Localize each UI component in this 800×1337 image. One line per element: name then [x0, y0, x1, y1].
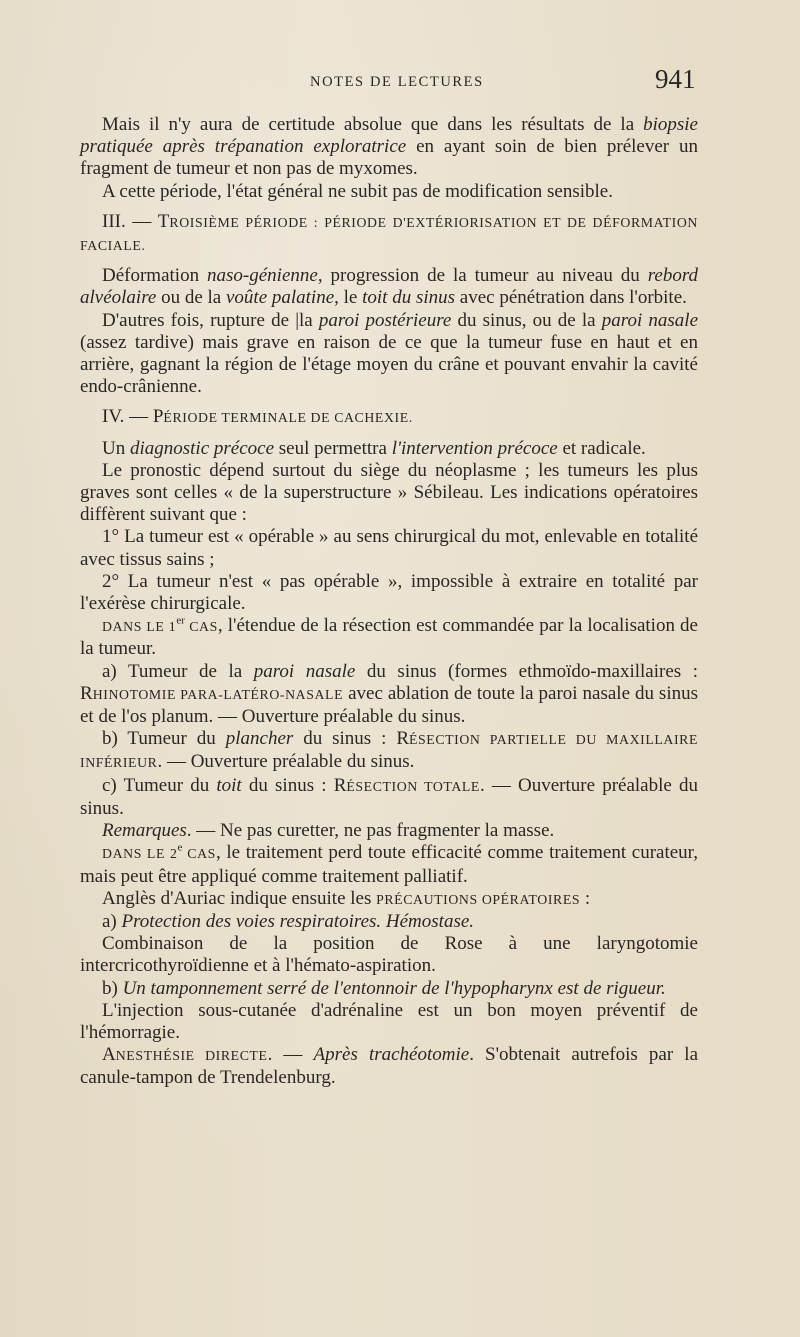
paragraph-protection [80, 911, 698, 933]
small-caps-run: CAS [184, 619, 218, 635]
paragraph-biopsy [80, 114, 698, 181]
running-title: NOTES DE LECTURES [310, 74, 484, 90]
text-run: . — Ne pas curetter, ne pas fragmenter la masse. [186, 820, 555, 842]
italic-run: plancher [225, 728, 294, 750]
small-caps-run: DANS LE 1 [102, 619, 177, 635]
small-caps-run: CAS [182, 846, 216, 862]
section-heading-iv [80, 406, 698, 429]
paragraph-deformation [80, 265, 698, 309]
heading-number: IV. — P [102, 406, 164, 428]
paragraph-case-b [80, 728, 698, 774]
text-run: A [102, 1044, 116, 1066]
section-heading-iii [80, 211, 698, 257]
page-number: 941 [655, 64, 696, 94]
italic-run: Remarques [102, 820, 187, 842]
paragraph-prognosis: Le pronostic dépend surtout du siège du néoplasme ; les tumeurs les plus graves sont celles « de la superstructure » Sébileau. Les indications opératoires diffèrent suivant que : [80, 459, 698, 526]
paragraph-operable: 1° La tumeur est « opérable » au sens chirurgical du mot, enlevable en totalité avec tissus sains ; [80, 526, 698, 570]
heading-small-caps: ÉRIODE TERMINALE DE CACHEXIE. [163, 410, 413, 426]
small-caps-run: NESTHÉSIE DIRECTE [115, 1048, 268, 1064]
small-caps-run: ÉSECTION TOTALE [346, 778, 480, 794]
text-run: du sinus, ou de la [451, 309, 602, 331]
small-caps-run: HINOTOMIE PARA-LATÉRO-NASALE [92, 686, 344, 702]
italic-run: naso-génienne [207, 265, 318, 287]
italic-run: Après trachéotomie [313, 1044, 470, 1066]
paragraph-first-case [80, 615, 698, 660]
text-run: Un [102, 437, 130, 459]
text-run: avec pénétration dans l'orbite. [455, 287, 687, 309]
italic-run: l'intervention précoce [391, 437, 558, 459]
italic-run: paroi nasale [601, 309, 698, 331]
text-run: . — Ouverture préalable du sinus. [157, 751, 415, 773]
text-run: du sinus : R [293, 728, 409, 750]
small-caps-run: ÉSECTION PARTIELLE DU MAXILLAIRE INFÉRIEUR [80, 732, 698, 771]
text-run: Anglès d'Auriac indique ensuite les [102, 887, 377, 909]
paragraph-tamponnement [80, 978, 698, 1000]
text-run: du sinus : R [241, 774, 347, 796]
text-run: Mais il n'y aura de certitude absolue que dans les résultats de la [102, 114, 644, 135]
superscript: e [177, 841, 183, 854]
paragraph-diagnostic [80, 438, 698, 460]
text-run: b) Tumeur du [102, 728, 226, 750]
text-run: D'autres fois, rupture de |la [102, 309, 319, 331]
text-run: , le [334, 287, 363, 309]
paragraph-remarks [80, 820, 698, 842]
italic-run: biopsie pratiquée après trépanation exploratrice [80, 114, 698, 158]
body-text [80, 114, 698, 1090]
paragraph-precautions [80, 888, 698, 911]
text-run: avec ablation de toute la paroi nasale du sinus et de l'os planum. — Ouverture préalable du sinus. [80, 682, 699, 728]
paragraph-not-operable: 2° La tumeur n'est « pas opérable », impossible à extraire en totalité par l'exérèse chirurgicale. [80, 570, 698, 615]
italic-run: Protection des voies respiratoires. Hémostase. [121, 910, 475, 932]
italic-run: toit [216, 774, 242, 796]
small-caps-run: DANS LE 2 [102, 846, 178, 862]
text-run: b) [102, 977, 123, 999]
heading-small-caps: ROISIÈME PÉRIODE : PÉRIODE D'EXTÉRIORISATION ET DE DÉFORMATION FACIALE. [80, 214, 699, 254]
italic-run: diagnostic précoce [129, 437, 275, 459]
text-run: du sinus (formes ethmoïdo-maxillaires : R [80, 660, 698, 704]
text-run: . — Ouverture préalable du sinus. [80, 774, 698, 819]
small-caps-run: PRÉCAUTIONS OPÉRATOIRES [376, 891, 581, 907]
italic-run: paroi nasale [253, 660, 356, 682]
text-run: et radicale. [557, 437, 646, 459]
text-run: : [580, 887, 591, 909]
italic-run: toit du sinus [362, 287, 456, 309]
text-run: ou de la [156, 287, 226, 309]
text-run: Déformation [102, 265, 208, 287]
italic-run: voûte palatine [225, 287, 335, 309]
text-run: , l'étendue de la résection est commandée par la localisation de la tumeur. [80, 615, 698, 660]
paragraph-combination: Combinaison de la position de Rose à une laryngotomie intercricothyroïdienne et à l'hémato-aspiration. [80, 933, 698, 977]
running-header [0, 62, 800, 102]
paragraph-case-a [80, 661, 698, 729]
heading-number: III. — T [102, 210, 170, 232]
text-run: c) Tumeur du [102, 774, 217, 796]
text-run: seul permettra [274, 437, 392, 459]
text-run: . S'obtenait autrefois par la canule-tampon de Trendelenburg. [80, 1044, 698, 1089]
text-run: , le traitement perd toute efficacité comme traitement curateur, mais peut être appliqué comme traitement palliatif. [80, 842, 698, 887]
paragraph-adrenaline: L'injection sous-cutanée d'adrénaline est un bon moyen préventif de l'hémorragie. [80, 999, 698, 1043]
text-run: en ayant soin de bien prélever un fragment de tumeur et non pas de myxomes. [80, 136, 698, 180]
paragraph-rupture [80, 310, 698, 399]
italic-run: Un tamponnement serré de l'entonnoir de l'hypopharynx est de rigueur. [122, 977, 666, 999]
text-run: a) Tumeur de la [102, 660, 254, 682]
paragraph-case-c [80, 775, 698, 820]
paragraph-second-case [80, 842, 698, 887]
italic-run: rebord alvéolaire [80, 265, 699, 309]
text-run: (assez tardive) mais grave en raison de ce que la tumeur fuse en haut et en arrière, gagnant la région de l'étage moyen du crâne et pouvant envahir la cavité endo-crânienne. [80, 331, 698, 398]
text-run: . — [267, 1044, 314, 1066]
italic-run: paroi postérieure [318, 309, 452, 331]
text-run: , progression de la tumeur au niveau du [317, 265, 648, 287]
paragraph-anesthesia [80, 1044, 698, 1089]
superscript: er [176, 614, 185, 627]
paragraph-general-state: A cette période, l'état général ne subit pas de modification sensible. [102, 180, 613, 202]
text-run: a) [102, 910, 122, 932]
